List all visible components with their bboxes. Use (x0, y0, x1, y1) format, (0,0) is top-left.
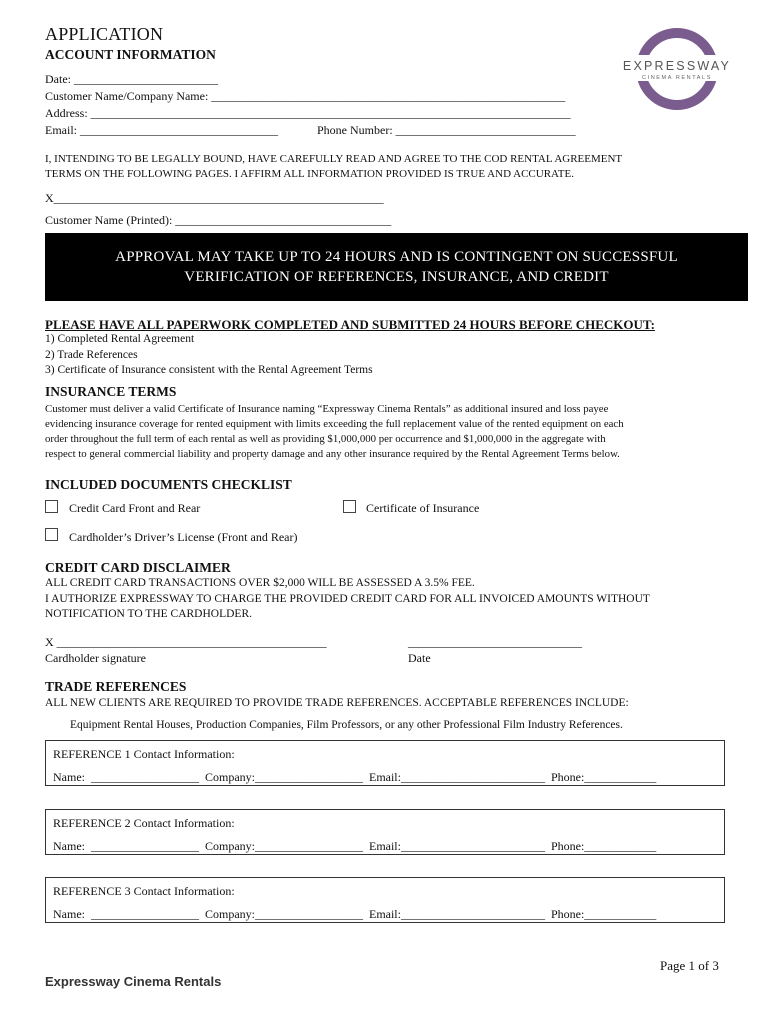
reference-title: REFERENCE 1 Contact Information: (53, 747, 235, 761)
account-info-heading: ACCOUNT INFORMATION (45, 47, 216, 62)
trade-requirement: ALL NEW CLIENTS ARE REQUIRED TO PROVIDE TRADE REFERENCES. ACCEPTABLE REFERENCES INCLUDE: (45, 697, 629, 709)
checklist-item-license[interactable] (45, 528, 58, 546)
credit-line: I AUTHORIZE EXPRESSWAY TO CHARGE THE PROVIDED CREDIT CARD FOR ALL INVOICED AMOUNTS WITHOUT (45, 592, 650, 605)
phone-field[interactable]: Phone Number: ______________________________ (317, 123, 576, 137)
email-field[interactable]: Email: _________________________________ (45, 123, 278, 137)
approval-banner (45, 233, 748, 301)
expressway-logo (618, 27, 736, 111)
credit-line: ALL CREDIT CARD TRANSACTIONS OVER $2,000 WILL BE ASSESSED A 3.5% FEE. (45, 577, 475, 589)
list-item: 3) Certificate of Insurance consistent with the Rental Agreement Terms (45, 364, 373, 376)
printed-name-field[interactable]: Customer Name (Printed): ____________________________________ (45, 213, 392, 227)
checklist-heading: INCLUDED DOCUMENTS CHECKLIST (45, 477, 292, 492)
insurance-line: order throughout the full term of each rental as well as providing $1,000,000 per occurrence and $1,000,000 in the aggregate with (45, 433, 606, 445)
checklist-item-credit-card[interactable] (45, 500, 58, 518)
banner-line-2: VERIFICATION OF REFERENCES, INSURANCE, AND CREDIT (184, 269, 609, 285)
checkbox[interactable] (45, 528, 58, 541)
page-number: Page 1 of 3 (660, 958, 719, 973)
trade-accepted: Equipment Rental Houses, Production Companies, Film Professors, or any other Professional Film Industry References. (70, 719, 623, 731)
reference-title: REFERENCE 2 Contact Information: (53, 816, 235, 830)
insurance-heading: INSURANCE TERMS (45, 384, 177, 399)
paperwork-heading: PLEASE HAVE ALL PAPERWORK COMPLETED AND SUBMITTED 24 HOURS BEFORE CHECKOUT: (45, 317, 655, 332)
list-item: 2) Trade References (45, 348, 138, 361)
checklist-label: Credit Card Front and Rear (69, 501, 201, 515)
date-label: Date (408, 651, 431, 665)
agreement-line-1: I, INTENDING TO BE LEGALLY BOUND, HAVE CAREFULLY READ AND AGREE TO THE COD RENTAL AGREEMENT (45, 153, 623, 165)
logo-word: EXPRESSWAY (622, 59, 732, 73)
customer-signature-field[interactable]: X_______________________________________________________ (45, 191, 384, 205)
reference-fields[interactable]: Name: __________________ Company:__________________ Email:________________________ Phone:____________ (53, 839, 657, 853)
reference-title: REFERENCE 3 Contact Information: (53, 884, 235, 898)
footer-company: Expressway Cinema Rentals (45, 974, 222, 989)
checklist-item-insurance[interactable] (343, 500, 356, 518)
reference-box-1 (45, 740, 725, 786)
credit-heading: CREDIT CARD DISCLAIMER (45, 560, 231, 575)
cardholder-signature-field[interactable]: X _____________________________________________ (45, 635, 327, 649)
insurance-line: respect to general commercial liability and property damage and any other insurance required by the Rental Agreement Terms below. (45, 448, 620, 460)
banner-line-1: APPROVAL MAY TAKE UP TO 24 HOURS AND IS CONTINGENT ON SUCCESSFUL (115, 249, 678, 265)
checklist-label: Cardholder’s Driver’s License (Front and Rear) (69, 530, 298, 544)
reference-box-3 (45, 877, 725, 923)
credit-text (45, 576, 650, 623)
reference-fields[interactable]: Name: __________________ Company:__________________ Email:________________________ Phone:____________ (53, 770, 657, 784)
checkbox[interactable] (343, 500, 356, 513)
customer-name-field[interactable]: Customer Name/Company Name: ___________________________________________________________ (45, 89, 566, 103)
date-field[interactable]: Date: ________________________ (45, 72, 218, 86)
insurance-line: evidencing insurance coverage for rented equipment with limits exceeding the full replacement value of the rented equipment on each (45, 418, 624, 430)
reference-box-2 (45, 809, 725, 855)
paperwork-list (45, 332, 373, 379)
list-item: 1) Completed Rental Agreement (45, 333, 195, 345)
checkbox[interactable] (45, 500, 58, 513)
insurance-line: Customer must deliver a valid Certificate of Insurance naming “Expressway Cinema Rentals” as additional insured and loss payee (45, 403, 609, 415)
cardholder-signature-label: Cardholder signature (45, 651, 146, 665)
reference-fields[interactable]: Name: __________________ Company:__________________ Email:________________________ Phone:____________ (53, 907, 657, 921)
address-field[interactable]: Address: ________________________________________________________________________________ (45, 106, 571, 120)
trade-heading: TRADE REFERENCES (45, 679, 187, 694)
signature-date-field[interactable]: _____________________________ (408, 635, 582, 649)
agreement-line-2: TERMS ON THE FOLLOWING PAGES. I AFFIRM ALL INFORMATION PROVIDED IS TRUE AND ACCURATE. (45, 168, 574, 180)
logo-subword: CINEMA RENTALS (642, 75, 712, 81)
insurance-text (45, 402, 624, 462)
page-title: APPLICATION (45, 24, 164, 44)
credit-line: NOTIFICATION TO THE CARDHOLDER. (45, 608, 252, 620)
checklist-label: Certificate of Insurance (366, 501, 480, 515)
agreement-text (45, 152, 622, 182)
